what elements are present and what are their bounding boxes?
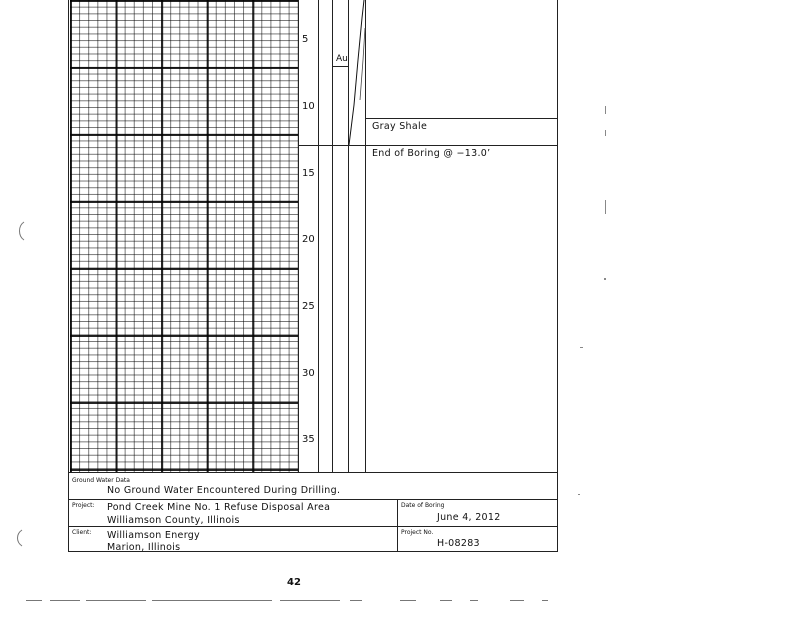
sample-type-label: Au <box>336 54 348 64</box>
column-divider <box>332 0 333 472</box>
graph-paper-grid <box>70 0 299 472</box>
project-number-value: H-08283 <box>437 538 480 549</box>
scan-artifact <box>470 600 478 601</box>
footer-divider <box>68 526 558 527</box>
scan-artifact <box>604 278 606 280</box>
scan-margin-marks <box>10 210 30 570</box>
date-label: Date of Boring <box>401 502 445 509</box>
depth-label: 30 <box>302 368 315 379</box>
scan-artifact <box>400 600 416 601</box>
scan-artifact <box>350 600 362 601</box>
project-name: Pond Creek Mine No. 1 Refuse Disposal Area <box>107 502 331 513</box>
column-divider <box>318 0 319 472</box>
project-label: Project: <box>72 502 95 509</box>
project-location: Williamson County, Illinois <box>107 515 240 526</box>
scan-artifact <box>542 600 548 601</box>
page-number: 42 <box>287 577 301 588</box>
depth-label: 35 <box>302 434 315 445</box>
end-of-boring-label: End of Boring @ −13.0’ <box>372 148 491 159</box>
scan-artifact <box>605 130 606 136</box>
scan-artifact <box>605 106 606 114</box>
client-name: Williamson Energy <box>107 530 200 541</box>
scan-artifact <box>280 600 340 601</box>
client-label: Client: <box>72 529 92 536</box>
scan-artifact <box>605 200 606 214</box>
scan-artifact <box>578 494 580 495</box>
depth-label: 25 <box>302 301 315 312</box>
depth-label: 5 <box>302 34 309 45</box>
ground-water-label: Ground Water Data <box>72 477 130 484</box>
date-value: June 4, 2012 <box>437 512 501 523</box>
scan-artifact <box>440 600 452 601</box>
footer-divider <box>68 499 558 500</box>
scan-artifact <box>580 347 583 348</box>
scan-artifact <box>50 600 80 601</box>
test-value-trace <box>340 0 370 150</box>
project-number-label: Project No. <box>401 529 434 536</box>
depth-label: 15 <box>302 168 315 179</box>
scan-artifact <box>510 600 524 601</box>
depth-label: 10 <box>302 101 315 112</box>
footer-top-border <box>68 472 558 473</box>
stratum-boundary <box>298 145 558 146</box>
scan-artifact <box>26 600 42 601</box>
stratum-boundary <box>365 118 558 119</box>
client-location: Marion, Illinois <box>107 542 181 553</box>
scan-artifact <box>86 600 146 601</box>
stratum-label: Gray Shale <box>372 121 428 132</box>
scan-artifact <box>152 600 272 601</box>
depth-label: 20 <box>302 234 315 245</box>
ground-water-text: No Ground Water Encountered During Drilling. <box>107 485 341 496</box>
